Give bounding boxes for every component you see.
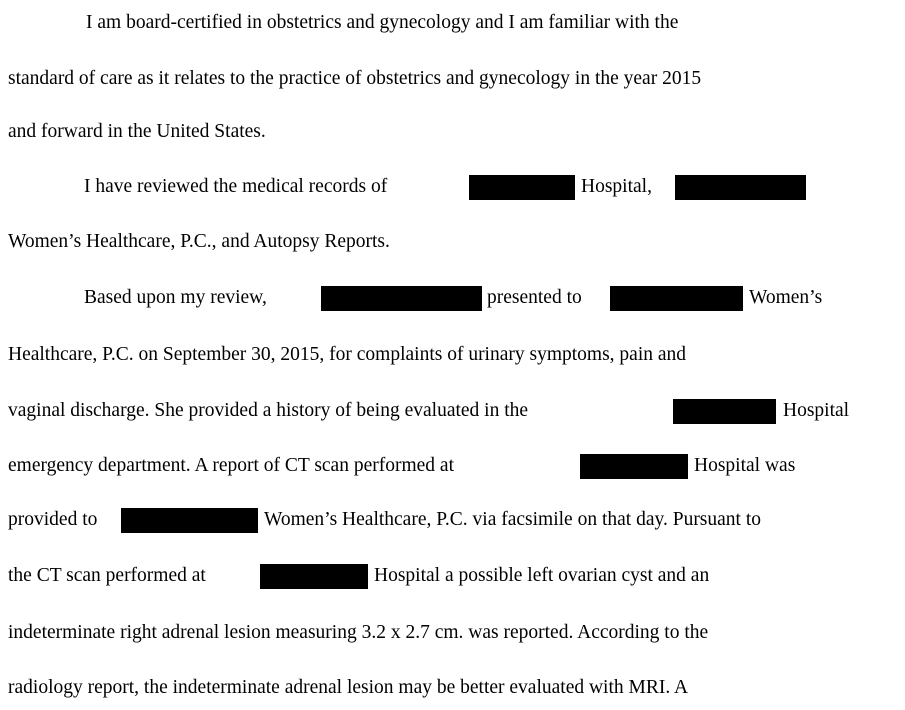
text-segment: Healthcare, P.C. on September 30, 2015, for complaints of urinary symptoms, pain and	[8, 344, 687, 365]
text-segment: presented to	[487, 287, 582, 308]
redaction-block	[121, 508, 258, 533]
text-line-4	[0, 172, 905, 202]
redaction-block	[580, 454, 688, 479]
text-segment: the CT scan performed at	[8, 565, 206, 586]
text-segment: standard of care as it relates to the practice of obstetrics and gynecology in the year 2015	[8, 68, 702, 89]
text-segment: I have reviewed the medical records of	[84, 176, 388, 197]
text-line-7	[0, 340, 905, 370]
text-line-5	[0, 227, 905, 257]
text-segment: Based upon my review,	[84, 287, 267, 308]
text-segment: Women’s Healthcare, P.C., and Autopsy Reports.	[8, 231, 390, 252]
text-segment: emergency department. A report of CT scan performed at	[8, 455, 454, 476]
text-line-6	[0, 283, 905, 313]
text-segment: Women’s Healthcare, P.C. via facsimile on that day. Pursuant to	[264, 509, 762, 530]
redaction-block	[469, 175, 575, 200]
text-segment: Hospital a possible left ovarian cyst and an	[374, 565, 710, 586]
redaction-block	[321, 286, 482, 311]
text-line-13	[0, 673, 905, 703]
redaction-block	[260, 564, 368, 589]
text-line-2	[0, 64, 905, 94]
text-segment: vaginal discharge. She provided a history of being evaluated in the	[8, 400, 529, 421]
text-segment: provided to	[8, 509, 98, 530]
text-segment: radiology report, the indeterminate adrenal lesion may be better evaluated with MRI. A	[8, 677, 689, 698]
redaction-block	[610, 286, 743, 311]
text-line-9	[0, 451, 905, 481]
text-line-1	[0, 8, 905, 38]
redaction-block	[675, 175, 806, 200]
text-segment: Women’s	[749, 287, 823, 308]
text-line-10	[0, 505, 905, 535]
text-line-11	[0, 561, 905, 591]
text-line-3	[0, 117, 905, 147]
text-segment: and forward in the United States.	[8, 121, 266, 142]
text-segment: Hospital,	[581, 176, 652, 197]
redaction-block	[673, 399, 776, 424]
text-line-12	[0, 618, 905, 648]
text-segment: indeterminate right adrenal lesion measuring 3.2 x 2.7 cm. was reported. According to the	[8, 622, 709, 643]
text-segment: I am board-certified in obstetrics and gynecology and I am familiar with the	[86, 12, 679, 33]
text-segment: Hospital	[783, 400, 850, 421]
text-segment: Hospital was	[694, 455, 796, 476]
text-line-8	[0, 396, 905, 426]
